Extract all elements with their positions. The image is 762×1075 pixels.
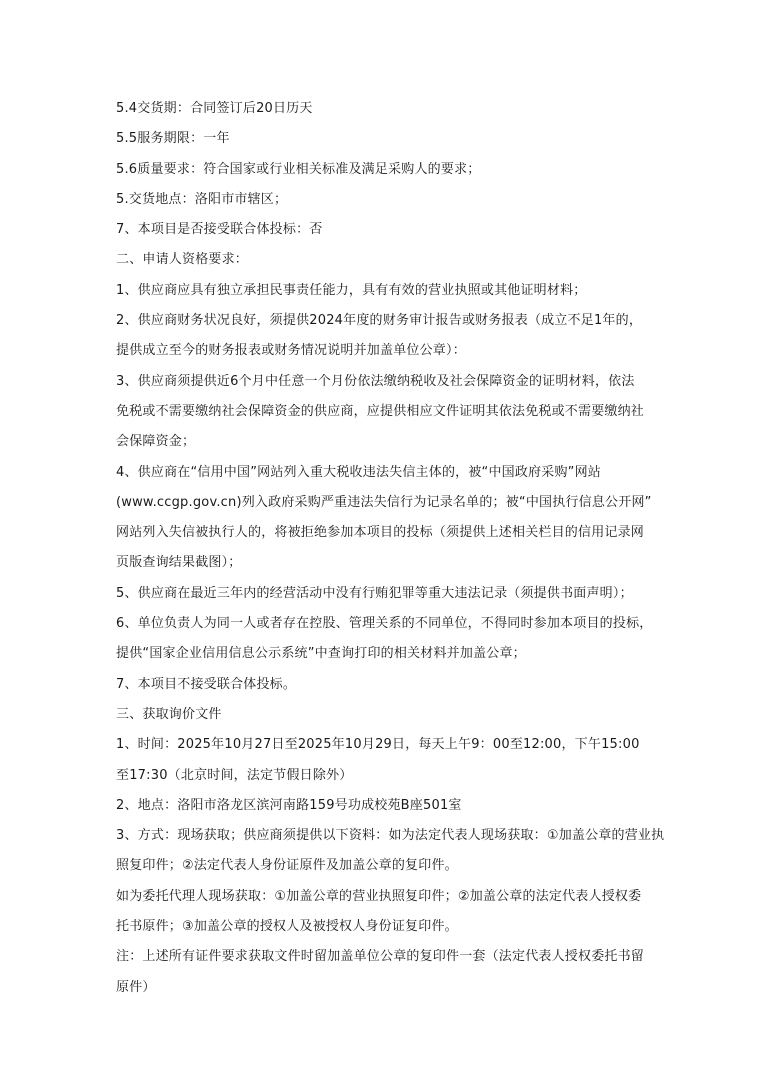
text-line: 5.4交货期：合同签订后20日历天 — [116, 101, 313, 116]
text-line: 5.6质量要求：符合国家或行业相关标准及满足采购人的要求； — [116, 161, 481, 177]
text-line: 7、本项目不接受联合体投标。 — [116, 676, 297, 692]
text-line: 6、单位负责人为同一人或者存在控股、管理关系的不同单位，不得同时参加本项目的投标， — [116, 616, 653, 632]
text-line: 3、供应商须提供近6个月中任意一个月份依法缴纳税收及社会保障资金的证明材料，依法 — [116, 373, 635, 389]
text-line: 照复印件；②法定代表人身份证原件及加盖公章的复印件。 — [116, 858, 458, 874]
text-line: 2、供应商财务状况良好，须提供2024年度的财务审计报告或财务报表（成立不足1年的， — [116, 313, 643, 329]
text-line: 网站列入失信被执行人的，将被拒绝参加本项目的投标（须提供上述相关栏目的信用记录网 — [116, 525, 645, 541]
document-body — [116, 94, 665, 1003]
text-line: 5.5服务期限：一年 — [116, 131, 230, 147]
text-line: 免税或不需要缴纳社会保障资金的供应商，应提供相应文件证明其依法免税或不需要缴纳社 — [116, 403, 645, 419]
text-line: 提供“国家企业信用信息公示系统”中查询打印的相关材料并加盖公章； — [116, 646, 526, 662]
text-line: 如为委托代理人现场获取：①加盖公章的营业执照复印件；②加盖公章的法定代表人授权委 — [116, 888, 642, 904]
text-line: 5.交货地点：洛阳市市辖区； — [116, 191, 288, 207]
text-line: 托书原件；③加盖公章的授权人及被授权人身份证复印件。 — [116, 919, 458, 935]
section-heading: 二、申请人资格要求： — [116, 252, 249, 268]
text-line: (www.ccgp.gov.cn)列入政府采购严重违法失信行为记录名单的；被“中国执行信息公开网” — [116, 494, 652, 510]
text-line: 页版查询结果截图）； — [116, 555, 242, 571]
text-line: 注：上述所有证件要求获取文件时留加盖单位公章的复印件一套（法定代表人授权委托书留 — [116, 949, 645, 965]
text-line: 1、供应商应具有独立承担民事责任能力，具有有效的营业执照或其他证明材料； — [116, 282, 587, 298]
text-line: 原件） — [116, 979, 156, 995]
text-line: 至17:30（北京时间，法定节假日除外） — [116, 767, 353, 783]
text-line: 提供成立至今的财务报表或财务情况说明并加盖单位公章）： — [116, 343, 466, 359]
text-line: 3、方式：现场获取；供应商须提供以下资料：如为法定代表人现场获取：①加盖公章的营业执 — [116, 828, 665, 844]
text-line: 7、本项目是否接受联合体投标：否 — [116, 222, 323, 238]
text-line: 5、供应商在最近三年内的经营活动中没有行贿犯罪等重大违法记录（须提供书面声明）； — [116, 585, 633, 601]
text-line: 1、时间：2025年10月27日至2025年10月29日，每天上午9：00至12:00，下午15:00 — [116, 737, 640, 753]
text-line: 会保障资金； — [116, 434, 196, 450]
text-line: 4、供应商在“信用中国”网站列入重大税收违法失信主体的，被“中国政府采购”网站 — [116, 464, 602, 480]
text-line: 2、地点：洛阳市洛龙区滨河南路159号功成校苑B座501室 — [116, 797, 462, 813]
section-heading: 三、获取询价文件 — [116, 706, 222, 722]
